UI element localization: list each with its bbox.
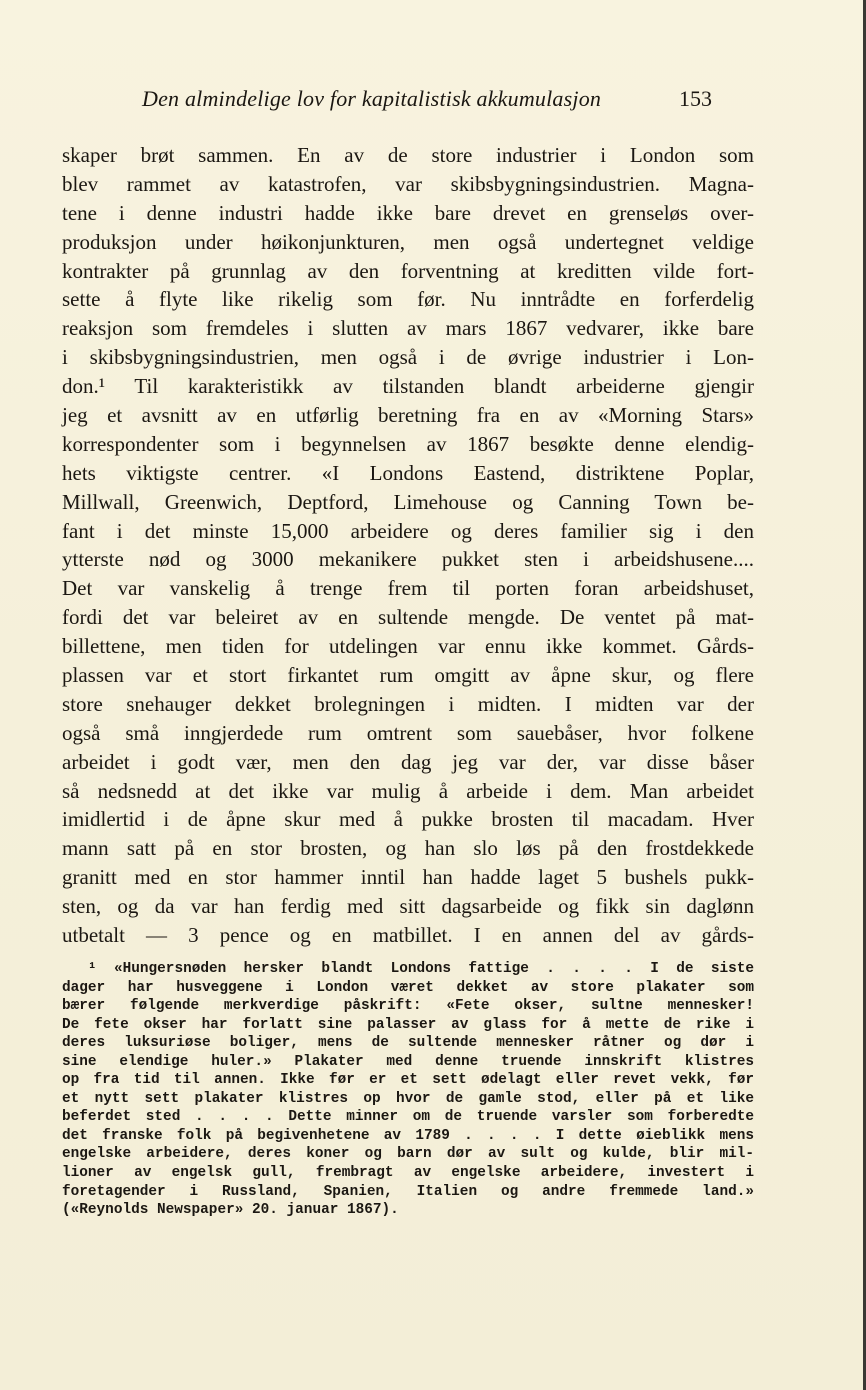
footnote-line: bærer følgende merkverdige påskrift: «Fete okser, sultne mennesker! [62,998,754,1015]
body-line: arbeidet i godt vær, men den dag jeg var der, var disse båser [62,749,754,774]
body-line: blev rammet av katastrofen, var skibsbygningsindustrien. Magna- [62,171,754,196]
body-line: billettene, men tiden for utdelingen var ennu ikke kommet. Gårds- [62,634,754,659]
body-line: i skibsbygningsindustrien, men også i de øvrige industrier i Lon- [62,345,754,370]
page-header [142,86,712,112]
body-line: sette å flyte like rikelig som før. Nu inntrådte en forferdelig [62,287,754,312]
body-line: så nedsnedd at det ikke var mulig å arbeide i dem. Man arbeidet [62,778,754,803]
body-line: skaper brøt sammen. En av de store industrier i London som [62,143,754,167]
body-line: plassen var et stort firkantet rum omgitt av åpne skur, og flere [62,663,754,688]
page-number: 153 [679,86,712,111]
body-line: store snehauger dekket brolegningen i midten. I midten var der [62,691,754,716]
body-line: mann satt på en stor brosten, og han slo løs på den frostdekkede [62,836,754,861]
footnote-line: beferdet sted . . . . Dette minner om de truende varsler som forberedte [62,1109,754,1126]
footnote-line: sine elendige huler.» Plakater med denne truende innskrift klistres [62,1053,754,1070]
body-line: imidlertid i de åpne skur med å pukke brosten til macadam. Hver [62,807,754,832]
body-line: hets viktigste centrer. «I Londons Eastend, distriktene Poplar, [62,460,754,485]
footnote-line: ¹ «Hungersnøden hersker blandt Londons fattige . . . . I de siste [88,961,754,977]
footnote-line: deres luksuriøse boliger, mens de sultende mennesker råtner og dør i [62,1035,754,1052]
body-line: Millwall, Greenwich, Deptford, Limehouse og Canning Town be- [62,489,754,514]
body-line: tene i denne industri hadde ikke bare drevet en grenseløs over- [62,200,754,225]
body-line: reaksjon som fremdeles i slutten av mars 1867 vedvarer, ikke bare [62,316,754,341]
footnote-line: engelske arbeidere, deres koner og barn dør av sult og kulde, blir mil- [62,1146,754,1163]
body-line: kontrakter på grunnlag av den forventning at kreditten vilde fort- [62,258,754,283]
body-line: korrespondenter som i begynnelsen av 1867 besøkte denne elendig- [62,431,754,456]
body-line: granitt med en stor hammer inntil han hadde laget 5 bushels pukk- [62,865,754,890]
body-line: fant i det minste 15,000 arbeidere og deres familier sig i den [62,518,754,543]
body-line: jeg et avsnitt av en utførlig beretning fra en av «Morning Stars» [62,403,754,428]
footnote-line: dager har husveggene i London været dekket av store plakater som [62,979,754,996]
footnote-line: lioner av engelsk gull, frembragt av engelske arbeidere, investert i [62,1165,754,1182]
body-line: Det var vanskelig å trenge frem til porten foran arbeidshuset, [62,576,754,601]
body-line: fordi det var beleiret av en sultende mengde. De ventet på mat- [62,605,754,630]
footnote-line: et nytt sett plakater klistres op hvor de gamle stod, eller på et like [62,1090,754,1107]
body-line: sten, og da var han ferdig med sitt dagsarbeide og fikk sin daglønn [62,894,754,919]
body-line: don.¹ Til karakteristikk av tilstanden blandt arbeiderne gjengir [62,374,754,399]
footnote-line: det franske folk på begivenhetene av 1789 . . . . I dette øieblikk mens [62,1127,754,1144]
footnote-line: («Reynolds Newspaper» 20. januar 1867). [62,1202,399,1219]
body-line: også små inngjerdede rum omtrent som sauebåser, hvor folkene [62,720,754,745]
footnote-block [62,960,754,1220]
body-line: utbetalt — 3 pence og en matbillet. I en annen del av gårds- [62,923,754,948]
body-line: produksjon under høikonjunkturen, men også undertegnet veldige [62,229,754,254]
body-line: ytterste nød og 3000 mekanikere pukket sten i arbeidshusene.... [62,547,754,572]
footnote-line: op fra tid til annen. Ikke før er et sett ødelagt eller revet vekk, før [62,1072,754,1089]
main-text [62,141,754,950]
footnote-line: foretagender i Russland, Spanien, Italien og andre fremmede land.» [62,1183,754,1200]
footnote-line: De fete okser har forlatt sine palasser av glass for å mette de rike i [62,1016,754,1033]
running-title: Den almindelige lov for kapitalistisk akkumulasjon [142,86,602,111]
